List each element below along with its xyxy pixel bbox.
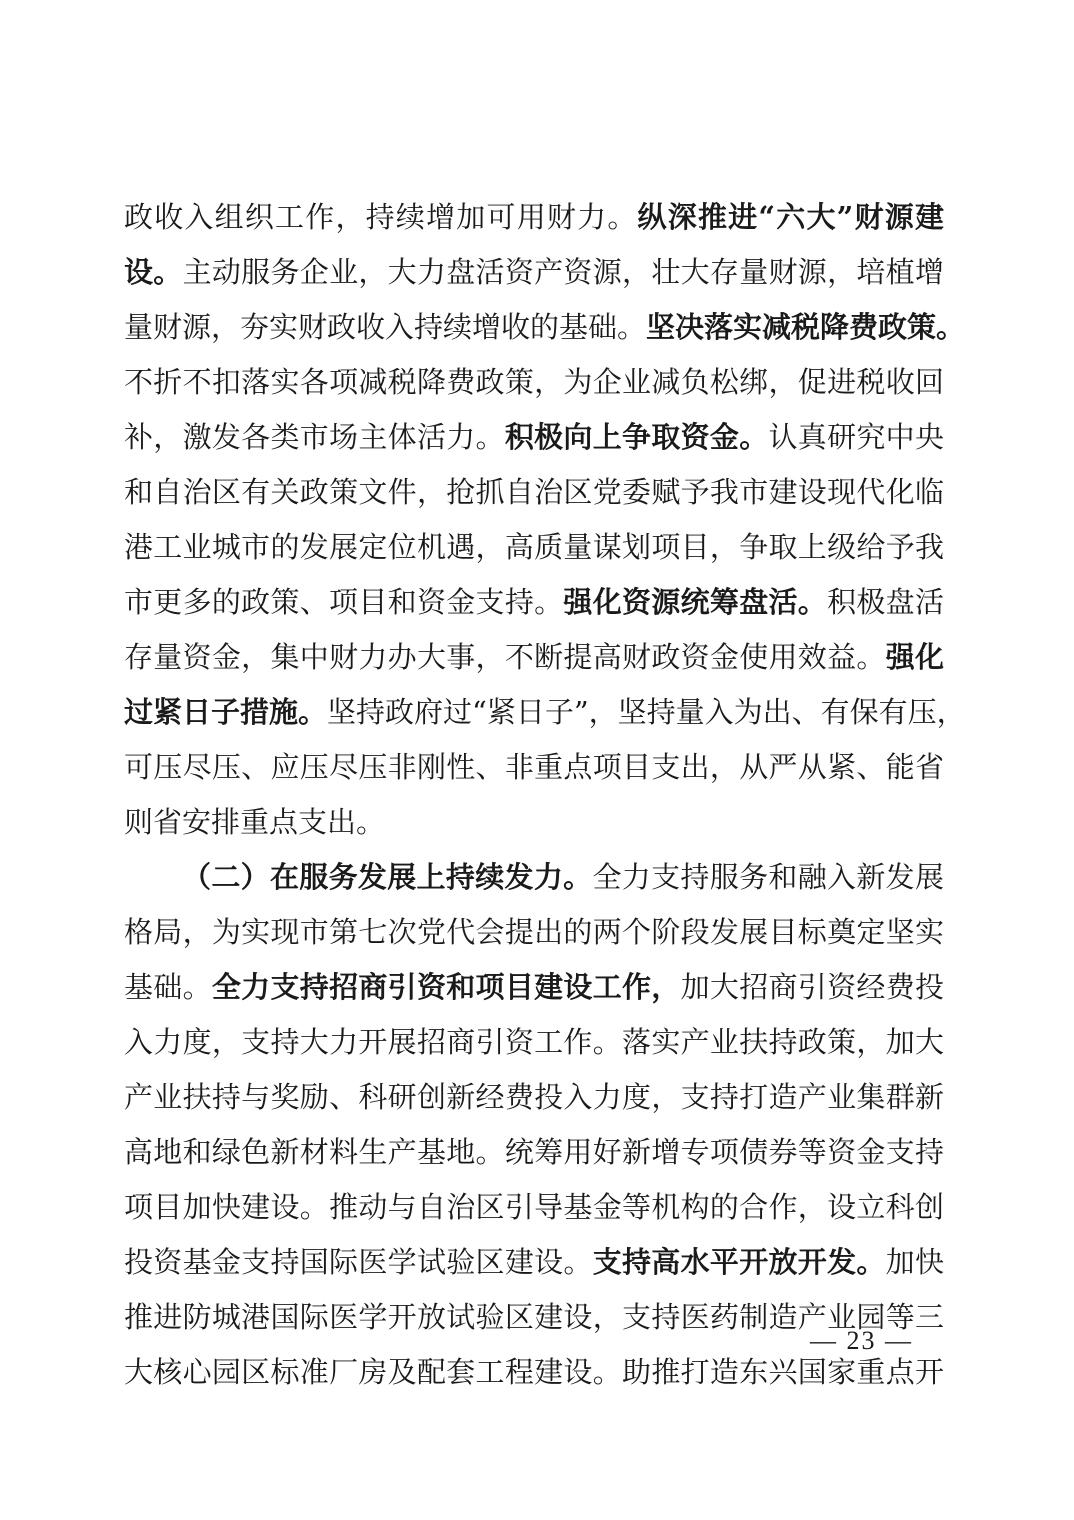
document-body <box>124 190 966 1400</box>
text-line: 补，激发各类市场主体活力。积极向上争取资金。认真研究中央 <box>124 420 944 454</box>
text-line: 投资基金支持国际医学试验区建设。支持高水平开放开发。加快 <box>124 1245 944 1279</box>
text-line: 推进防城港国际医学开放试验区建设，支持医药制造产业园等三 <box>124 1300 944 1334</box>
text-line: 政收入组织工作，持续增加可用财力。纵深推进“六大”财源建 <box>124 200 944 234</box>
text-line: 量财源，夯实财政收入持续增收的基础。坚决落实减税降费政策。 <box>124 310 966 344</box>
text-line: 格局，为实现市第七次党代会提出的两个阶段发展目标奠定坚实 <box>124 915 944 949</box>
text-line: 过紧日子措施。坚持政府过“紧日子”，坚持量入为出、有保有压， <box>124 695 966 729</box>
text-line: 项目加快建设。推动与自治区引导基金等机构的合作，设立科创 <box>124 1190 944 1224</box>
text-line: 不折不扣落实各项减税降费政策，为企业减负松绑，促进税收回 <box>124 365 944 399</box>
text-line: 大核心园区标准厂房及配套工程建设。助推打造东兴国家重点开 <box>124 1355 944 1389</box>
text-line: 存量资金，集中财力办大事，不断提高财政资金使用效益。强化 <box>124 640 944 674</box>
text-line: 基础。全力支持招商引资和项目建设工作，加大招商引资经费投 <box>124 970 944 1004</box>
text-line: 高地和绿色新材料生产基地。统筹用好新增专项债券等资金支持 <box>124 1135 944 1169</box>
section-heading-line: （二）在服务发展上持续发力。全力支持服务和融入新发展 <box>182 860 944 894</box>
text-line: 入力度，支持大力开展招商引资工作。落实产业扶持政策，加大 <box>124 1025 944 1059</box>
text-line: 设。主动服务企业，大力盘活资产资源，壮大存量财源，培植增 <box>124 255 944 289</box>
text-line: 产业扶持与奖励、科研创新经费投入力度，支持打造产业集群新 <box>124 1080 944 1114</box>
text-line: 市更多的政策、项目和资金支持。强化资源统筹盘活。积极盘活 <box>124 585 944 619</box>
text-line: 和自治区有关政策文件，抢抓自治区党委赋予我市建设现代化临 <box>124 475 944 509</box>
page-number: — 23 — <box>810 1326 913 1355</box>
text-line: 可压尽压、应压尽压非刚性、非重点项目支出，从严从紧、能省 <box>124 750 944 784</box>
text-line: 港工业城市的发展定位机遇，高质量谋划项目，争取上级给予我 <box>124 530 944 564</box>
text-line: 则省安排重点支出。 <box>124 805 386 839</box>
